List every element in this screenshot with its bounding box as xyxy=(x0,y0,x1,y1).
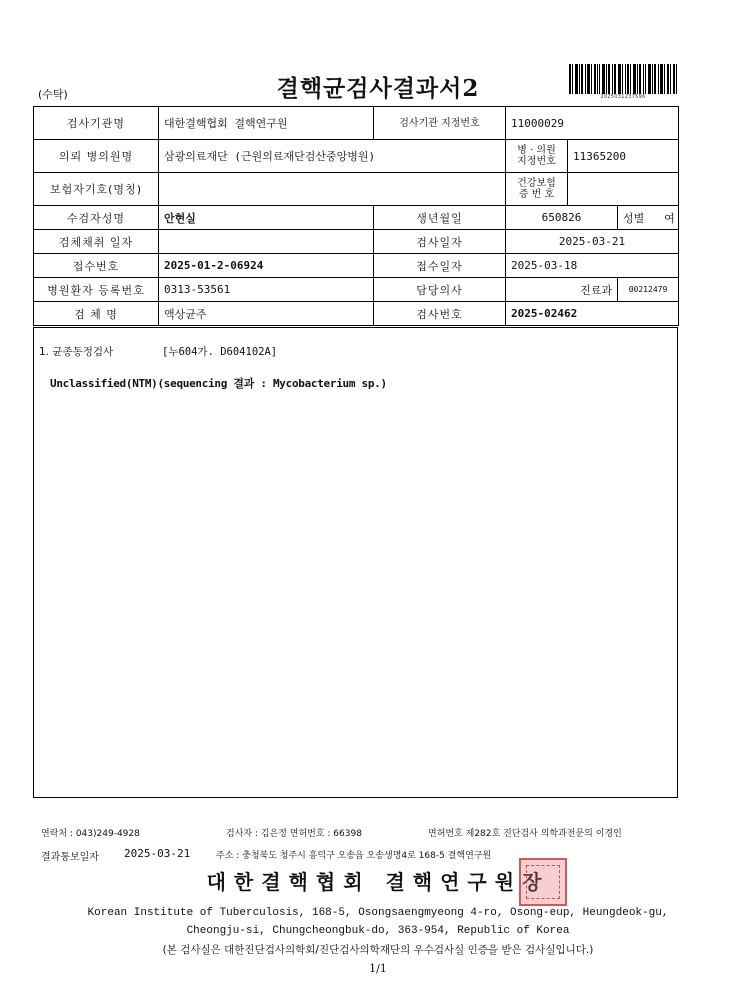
table-row xyxy=(34,254,679,278)
barcode-number: 2025031237596 xyxy=(600,94,646,100)
sex-label: 성별 xyxy=(623,211,645,225)
clinic-no-label: 병 · 의원 지정번호 xyxy=(506,140,568,173)
doctor-label: 담당의사 xyxy=(374,278,506,302)
table-row xyxy=(34,140,679,173)
inst-no-label: 검사기관 지정번호 xyxy=(374,107,506,140)
contact-info: 연락처 : 043)249-4928 xyxy=(41,829,140,839)
receipt-no-label: 접수번호 xyxy=(34,254,159,278)
birth-value: 650826 xyxy=(506,206,618,230)
report-date-value: 2025-03-21 xyxy=(124,847,191,860)
dept-label: 진료과 xyxy=(580,283,612,297)
dept-value: 00212479 xyxy=(618,278,679,302)
table-row xyxy=(34,230,679,254)
receipt-label: (수탁) xyxy=(38,88,68,101)
table-row xyxy=(34,173,679,206)
table-row xyxy=(34,206,679,230)
test-date-value: 2025-03-21 xyxy=(506,230,679,254)
inst-label: 검사기관명 xyxy=(34,107,159,140)
address-ko: 주소 : 충청북도 청주시 흥덕구 오송읍 오송생명4로 168-5 결핵연구원 xyxy=(216,851,492,861)
table-row xyxy=(34,278,679,302)
receipt-date-value: 2025-03-18 xyxy=(506,254,679,278)
page-number: 1/1 xyxy=(369,962,387,975)
health-no-value xyxy=(568,173,679,206)
report-date-label: 결과통보일자 xyxy=(41,852,99,863)
barcode xyxy=(568,64,678,94)
specimen-value: 액상균주 xyxy=(159,302,374,326)
address-en-line2: Cheongju-si, Chungcheongbuk-do, 363-954, Republic of Korea xyxy=(186,925,570,937)
test-code: [누604가. D604102A] xyxy=(162,346,278,358)
certification-note: (본 검사실은 대한진단검사의학회/진단검사의학재단의 우수검사실 인증을 받은 검사실입니다.) xyxy=(162,944,594,956)
reg-no-value: 0313-53561 xyxy=(159,278,374,302)
result-text: Unclassified(NTM)(sequencing 결과 : Mycobacterium sp.) xyxy=(50,377,387,390)
receipt-date-label: 접수일자 xyxy=(374,254,506,278)
organization-name: 대한결핵협회 결핵연구원장 xyxy=(206,870,550,894)
insured-label: 보험자기호(명칭) xyxy=(34,173,159,206)
official-seal xyxy=(519,858,567,906)
birth-label: 생년월일 xyxy=(374,206,506,230)
inst-value: 대한결핵협회 결핵연구원 xyxy=(159,107,374,140)
test-date-label: 검사일자 xyxy=(374,230,506,254)
result-box xyxy=(33,327,678,798)
clinic-label: 의뢰 병의원명 xyxy=(34,140,159,173)
collect-label: 검체채취 일자 xyxy=(34,230,159,254)
doctor-cell xyxy=(506,278,618,302)
receipt-no-value: 2025-01-2-06924 xyxy=(159,254,374,278)
clinic-no-value: 11365200 xyxy=(568,140,679,173)
tester-info: 검사자 : 김은정 면허번호 : 66398 xyxy=(226,829,362,839)
test-line xyxy=(39,344,278,359)
sex-cell xyxy=(618,206,679,230)
page-title: 결핵균검사결과서2 xyxy=(276,75,480,102)
test-no-value: 2025-02462 xyxy=(506,302,679,326)
specimen-label: 검 체 명 xyxy=(34,302,159,326)
inst-no-value: 11000029 xyxy=(506,107,679,140)
test-name: 1. 균종동정검사 xyxy=(39,346,114,358)
collect-value xyxy=(159,230,374,254)
patient-value: 안현실 xyxy=(159,206,374,230)
info-table xyxy=(33,106,679,326)
sex-value: 여 xyxy=(664,211,675,225)
license-info: 면허번호 제282호 진단검사 의학과전문의 이경인 xyxy=(428,829,622,839)
clinic-value: 삼광의료재단 (근원의료재단검산중앙병원) xyxy=(159,140,506,173)
reg-no-label: 병원환자 등록번호 xyxy=(34,278,159,302)
table-row xyxy=(34,107,679,140)
insured-value xyxy=(159,173,506,206)
address-en-line1: Korean Institute of Tuberculosis, 168-5, Osongsaengmyeong 4-ro, Osong-eup, Heungdeok-gu, xyxy=(87,907,669,919)
patient-label: 수검자성명 xyxy=(34,206,159,230)
health-no-label: 건강보험 증 번 호 xyxy=(506,173,568,206)
test-no-label: 검사번호 xyxy=(374,302,506,326)
table-row xyxy=(34,302,679,326)
